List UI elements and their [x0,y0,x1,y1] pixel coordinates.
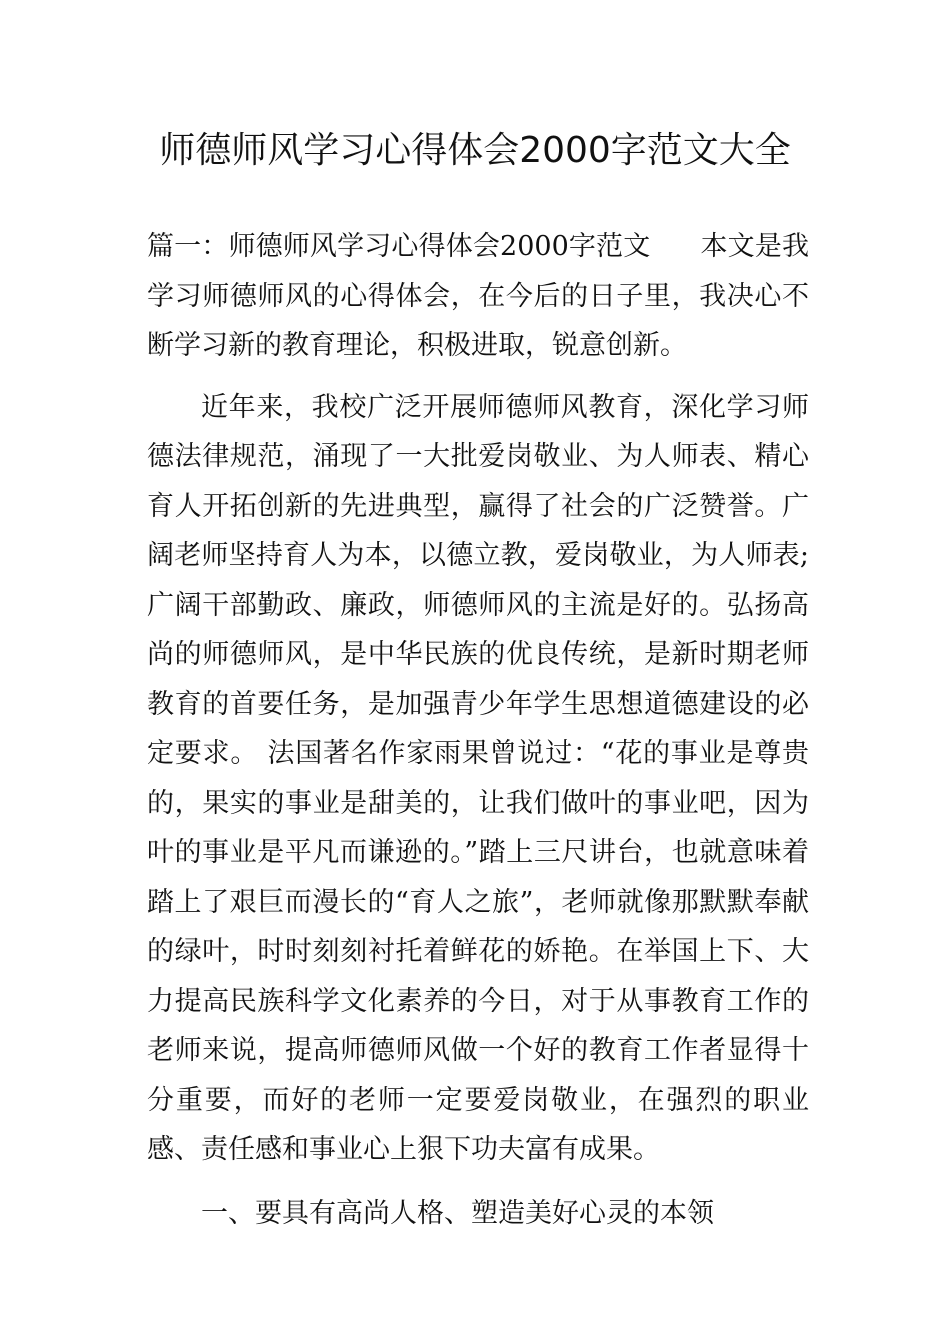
section-heading: 一、要具有高尚人格、塑造美好心灵的本领 [201,1197,714,1229]
intro-label: 篇一：师德师风学习心得体会2000字范文 [147,231,651,262]
intro-text: 本文是我学习师德师风的心得体会，在今后的日子里，我决心不断学习新的教育理论，积极进取，锐意创新。 [147,231,809,361]
document-title: 师德师风学习心得体会2000字范文大全 [159,130,791,171]
intro-paragraph [147,222,809,371]
body-paragraph: 近年来，我校广泛开展师德师风教育，深化学习师德法律规范，涌现了一大批爱岗敬业、为人师表、精心育人开拓创新的先进典型，赢得了社会的广泛赞誉。广阔老师坚持育人为本，以德立教，爱岗敬业，为人师表;广阔干部勤政、廉政，师德师风的主流是好的。弘扬高尚的师德师风，是中华民族的优良传统，是新时期老师教育的首要任务，是加强青少年学生思想道德建设的必定要求。 法国著名作家雨果曾说过：“花的事业是尊贵的，果实的事业是甜美的，让我们做叶的事业吧，因为叶的事业是平凡而谦逊的。”踏上三尺讲台，也就意味着踏上了艰巨而漫长的“育人之旅”，老师就像那默默奉献的绿叶，时时刻刻衬托着鲜花的娇艳。在举国上下、大力提高民族科学文化素养的今日，对于从事教育工作的老师来说，提高师德师风做一个好的教育工作者显得十分重要，而好的老师一定要爱岗敬业，在强烈的职业感、责任感和事业心上狠下功夫富有成果。 [147,391,809,1165]
document-body [147,222,809,1238]
